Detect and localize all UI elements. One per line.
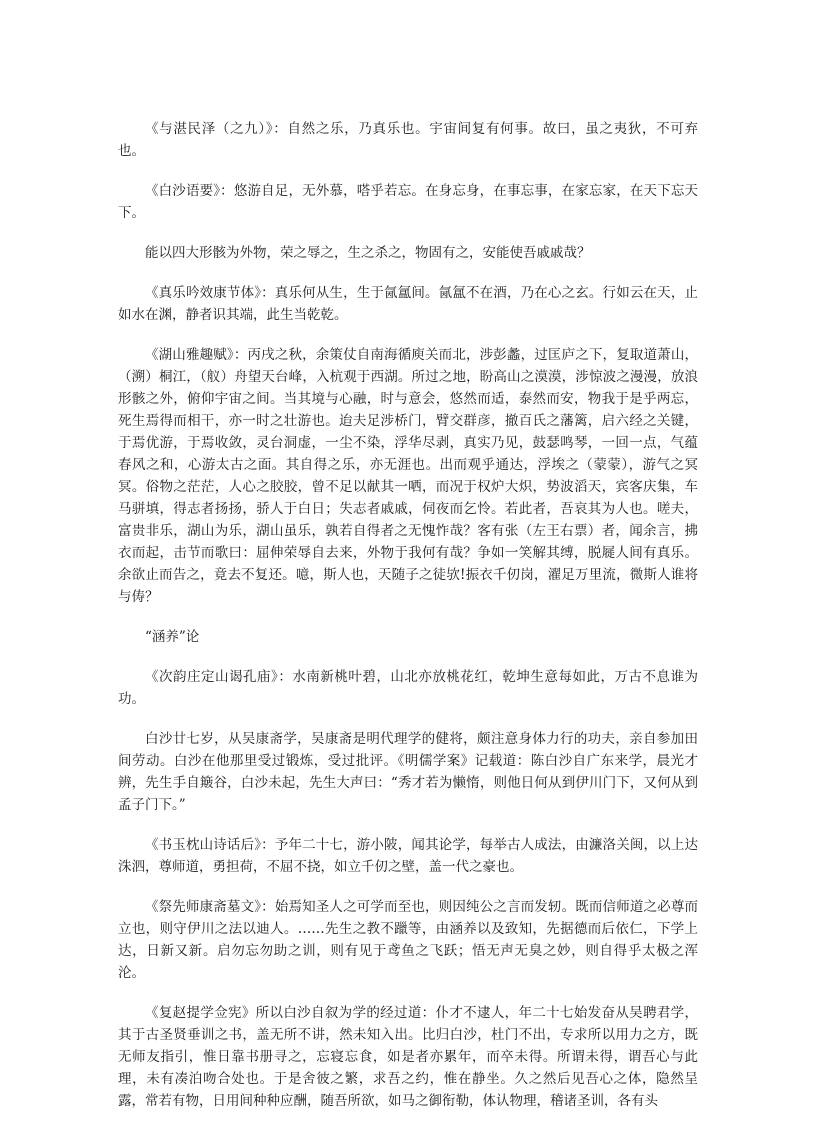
- paragraph-baisha-yuyao: 《白沙语要》：悠游自足，无外慕，嗒乎若忘。在身忘身，在事忘事，在家忘家，在天下忘天下。: [118, 183, 698, 221]
- paragraph-ji-xianshi: 《祭先师康斋墓文》：始焉知圣人之可学而至也，则因纯公之言而发轫。既而信师道之必尊而立也，则守伊川之法以迪人。……先生之教不躐等，由涵养以及致知，先据德而后依仁，下学上达，日新又新。启勿忘勿助之训，则有见于鸢鱼之飞跃；悟无声无臭之妙，则自得乎太极之浑沦。: [118, 899, 698, 981]
- paragraph-four-elements: 能以四大形骸为外物，荣之辱之，生之杀之，物固有之，安能使吾戚戚哉？: [145, 245, 591, 261]
- section-heading-hanyang: “涵养”论: [145, 629, 200, 645]
- paragraph-yu-zhan-minze: 《与湛民泽（之九）》：自然之乐，乃真乐也。宇宙间复有何事。故曰，虽之夷狄，不可弃也。: [118, 121, 698, 159]
- paragraph-fu-zhao-tixue: 《复赵提学佥宪》所以白沙自叙为学的经过道：仆才不逮人，年二十七始发奋从吴聘君学，其于古圣贤垂训之书，盖无所不讲，然未知入出。比归白沙，杜门不出，专求所以用力之方，既无师友指引，惟日靠书册寻之，忘寝忘食，如是者亦累年，而卒未得。所谓未得，谓吾心与此理，未有凑泊吻合处也。于是舍彼之繁，求吾之约，惟在静坐。久之然后见吾心之体，隐然呈露，常若有物，日用间种种应酬，随吾所欲，如马之御衔勒，体认物理，稽诸圣训，各有头: [118, 1005, 698, 1109]
- paragraph-hushan-yaqu-fu: 《湖山雅趣赋》：丙戌之秋，余策仗自南海循庾关而北，涉彭蠡，过匡庐之下，复取道萧山，（溯）桐江，（舣）舟望天台峰，入杭观于西湖。所过之地，盼高山之漠漠，涉惊波之漫漫，放浪形骸之外，俯仰宇宙之间。当其境与心融，时与意会，悠然而适，泰然而安，物我于是乎两忘，死生焉得而相干，亦一时之壮游也。迨夫足涉桥门，臂交群彦，撤百氏之藩篱，启六经之关键，于焉优游，于焉收敛，灵台洞虚，一尘不染，浮华尽剥，真实乃见，鼓瑟鸣琴，一回一点，气蕴春风之和，心游太古之面。其自得之乐，亦无涯也。出而观乎通达，浮埃之（蒙蒙），游气之冥冥。俗物之茫茫，人心之胶胶，曾不足以献其一哂，而况于权炉大炽，势波滔天，宾客庆集，车马骈填，得志者扬扬，骄人于白日；失志者戚戚，伺夜而乞怜。若此者，吾哀其为人也。嗟夫，富贵非乐，湖山为乐，湖山虽乐，孰若自得者之无愧怍哉？客有张（左王右票）者，闻余言，拂衣而起，击节而歌曰：屈伸荣辱自去来，外物于我何有哉？争如一笑解其缚，脱屣人间有真乐。余欲止而告之，竟去不复还。噫，斯人也，天随子之徒欤!振衣千仞岗，濯足万里流，微斯人谁将与俦？: [118, 347, 698, 605]
- document-body: [118, 118, 698, 1130]
- paragraph-zhenle-yin: 《真乐吟效康节体》：真乐何从生，生于氤氲间。氤氲不在酒，乃在心之玄。行如云在天，止如水在渊，静者识其端，此生当乾乾。: [118, 285, 698, 323]
- paragraph-baisha-wu-kangzhai: 白沙廿七岁，从吴康斋学，吴康斋是明代理学的健将，颇注意身体力行的功夫，亲自参加田间劳动。白沙在他那里受过锻炼，受过批评。《明儒学案》记载道：陈白沙自广东来学，晨光才辨，先生手自簸谷，白沙未起，先生大声曰：“秀才若为懒惰，则他日何从到伊川门下，又何从到孟子门下。”: [118, 731, 698, 813]
- paragraph-shu-yuzhenshan: 《书玉枕山诗话后》：予年二十七，游小陂，闻其论学，每举古人成法，由濂洛关闽，以上达洙泗，尊师道，勇担荷，不屈不挠，如立千仞之壁，盖一代之豪也。: [118, 837, 698, 875]
- paragraph-ciyun-zhuang-dingshan: 《次韵庄定山谒孔庙》：水南新桃叶碧，山北亦放桃花红，乾坤生意每如此，万古不息谁为功。: [118, 669, 698, 707]
